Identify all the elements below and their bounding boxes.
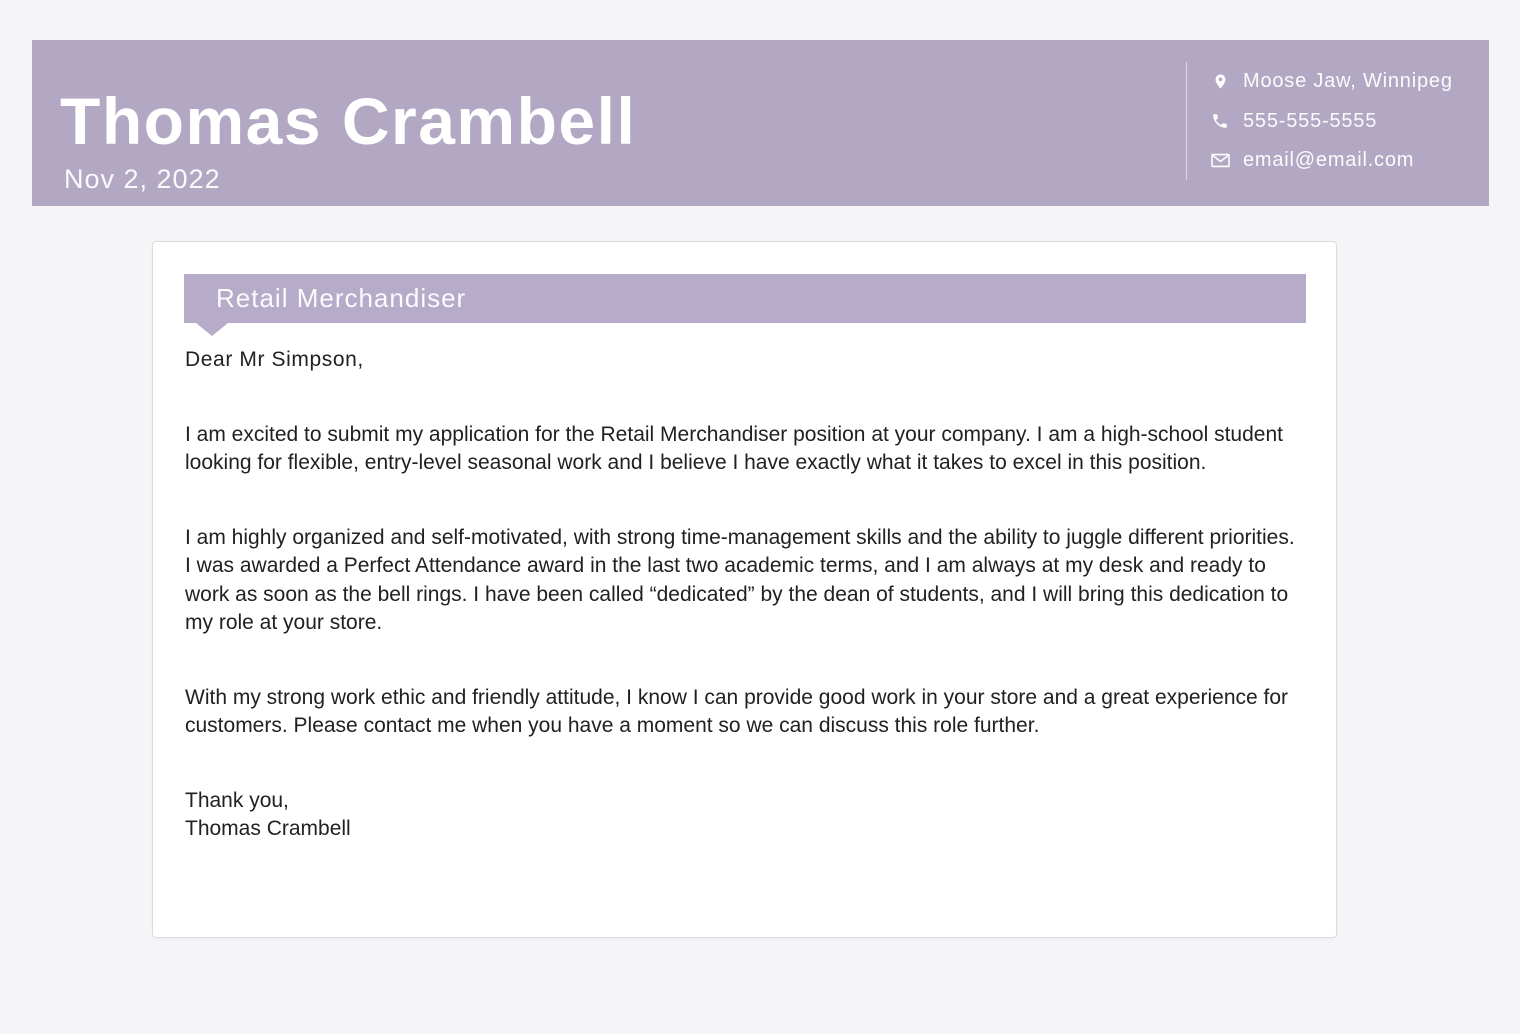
- contact-block: [1186, 62, 1453, 180]
- contact-email-text: email@email.com: [1243, 149, 1415, 171]
- contact-location: [1209, 70, 1453, 93]
- contact-phone-text: 555-555-5555: [1243, 109, 1378, 132]
- paragraph-2: I am highly organized and self-motivated, with strong time-management skills and the ability to juggle different priorities. I was awarded a Perfect Attendance award in the last two academic terms, and I am always at my desk and ready to work as soon as the bell rings. I have been called “dedicated” by the dean of students, and I will bring this dedication to my role at your store.: [185, 525, 1295, 634]
- letter-body: [153, 323, 1336, 844]
- contact-location-text: Moose Jaw, Winnipeg: [1243, 70, 1453, 92]
- signature-text: Thomas Crambell: [185, 817, 351, 840]
- banner-arrow: [196, 323, 228, 336]
- letter-card: [152, 241, 1337, 938]
- job-title: Retail Merchandiser: [216, 283, 467, 313]
- location-pin-icon: [1209, 71, 1231, 92]
- contact-email: [1209, 149, 1453, 172]
- envelope-icon: [1209, 152, 1231, 169]
- signoff: [185, 787, 1304, 844]
- page-title: Thomas Crambell: [60, 84, 637, 158]
- letter-header: [32, 40, 1489, 206]
- letter-date: Nov 2, 2022: [64, 164, 221, 194]
- phone-icon: [1209, 112, 1231, 130]
- paragraph-3: With my strong work ethic and friendly attitude, I know I can provide good work in your store and a great experience for customers. Please contact me when you have a moment so we can discuss this role further.: [185, 685, 1289, 737]
- header-identity: [60, 86, 636, 195]
- closing-text: Thank you,: [185, 788, 289, 812]
- salutation: Dear Mr Simpson,: [185, 348, 364, 371]
- contact-phone: [1209, 110, 1453, 133]
- job-title-banner: [184, 274, 1306, 323]
- paragraph-1: I am excited to submit my application for the Retail Merchandiser position at your company. I am a high-school student looking for flexible, entry-level seasonal work and I believe I have exactly what it takes to excel in this position.: [185, 422, 1283, 474]
